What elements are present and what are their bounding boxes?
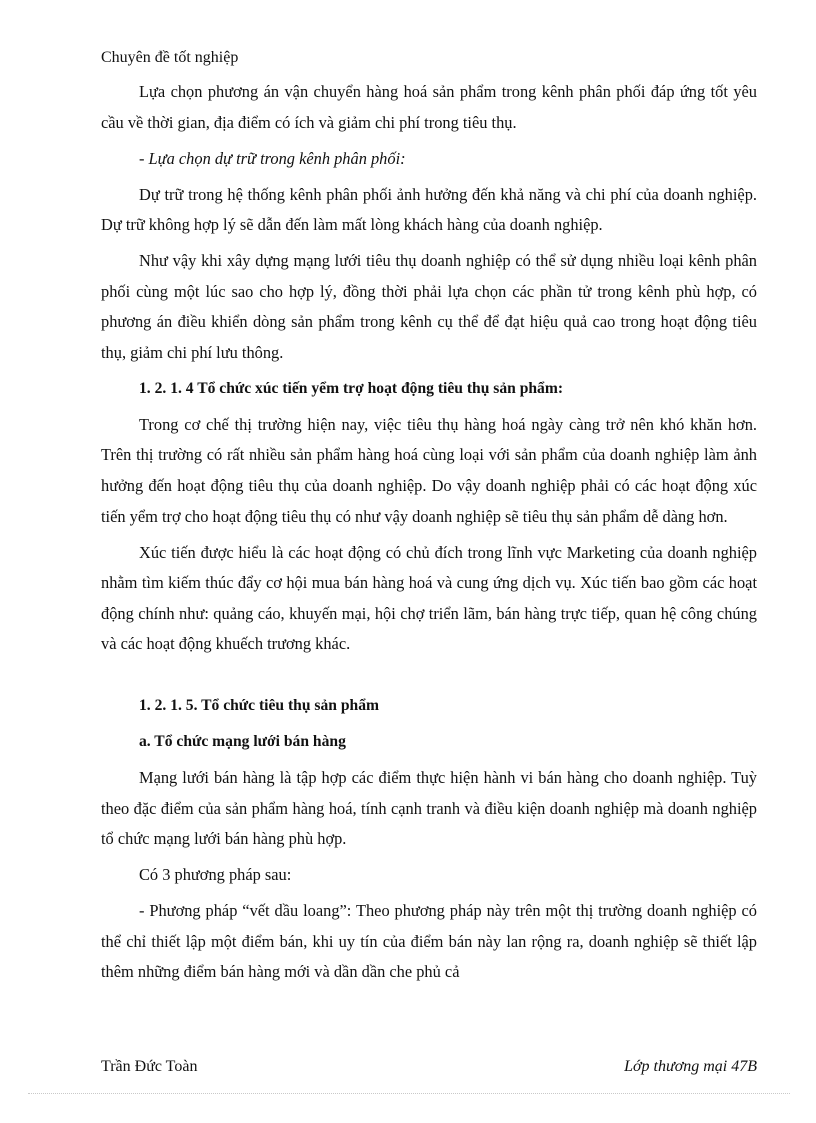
page-body — [101, 77, 757, 993]
section-heading-promotion: 1. 2. 1. 4 Tổ chức xúc tiến yểm trợ hoạt động tiêu thụ sản phẩm: — [139, 379, 564, 397]
footer-class: Lớp thương mại 47B — [624, 1058, 757, 1075]
paragraph-market-mechanism: Trong cơ chế thị trường hiện nay, việc tiêu thụ hàng hoá ngày càng trở nên khó khăn hơn. Trên thị trường có rất nhiều sản phẩm hàng hoá cùng loại với sản phẩm của doanh nghiệp làm ảnh hưởng đến hoạt động tiêu thụ của doanh nghiệp. Do vậy doanh nghiệp phải có các hoạt động xúc tiến yểm trợ cho hoạt động tiêu thụ có như vậy doanh nghiệp sẽ tiêu thụ sản phẩm dễ dàng hơn. — [101, 414, 757, 526]
subsection-heading-sales-network: a. Tổ chức mạng lưới bán hàng — [139, 733, 346, 751]
page-break-divider — [28, 1093, 790, 1094]
paragraph-inventory-heading: - Lựa chọn dự trữ trong kênh phân phối: — [139, 148, 406, 168]
paragraph-network-summary: Như vậy khi xây dựng mạng lưới tiêu thụ doanh nghiệp có thể sử dụng nhiều loại kênh phân phối cùng một lúc sao cho hợp lý, đồng thời phải lựa chọn các phần tử trong kênh phù hợp, có phương án điều khiển dòng sản phẩm trong kênh cụ thể để đạt hiệu quả cao trong hoạt động tiêu thụ, giảm chi phí lưu thông. — [101, 251, 757, 362]
paragraph-three-methods: Có 3 phương pháp sau: — [139, 865, 292, 885]
paragraph-promotion-definition: Xúc tiến được hiểu là các hoạt động có chủ đích trong lĩnh vực Marketing của doanh nghiệp nhằm tìm kiếm thúc đẩy cơ hội mua bán hàng hoá và cung ứng dịch vụ. Xúc tiến bao gồm các hoạt động chính như: quảng cáo, khuyến mại, hội chợ triển lãm, bán hàng trực tiếp, quan hệ công chúng và các hoạt động khuếch trương khác. — [101, 542, 757, 654]
paragraph-inventory: Dự trữ trong hệ thống kênh phân phối ảnh hưởng đến khả năng và chi phí của doanh nghiệp. Dự trữ không hợp lý sẽ dẫn đến làm mất lòng khách hàng của doanh nghiệp. — [101, 184, 757, 235]
paragraph-sales-network: Mạng lưới bán hàng là tập hợp các điểm thực hiện hành vi bán hàng cho doanh nghiệp. Tuỳ theo đặc điểm của sản phẩm hàng hoá, tính cạnh tranh và điều kiện doanh nghiệp mà doanh nghiệp tổ chức mạng lưới bán hàng phù hợp. — [101, 768, 757, 849]
footer-author: Trần Đức Toàn — [101, 1058, 198, 1075]
paragraph-transport: Lựa chọn phương án vận chuyển hàng hoá sản phẩm trong kênh phân phối đáp ứng tốt yêu cầu về thời gian, địa điểm có ích và giảm chi phí trong tiêu thụ. — [101, 82, 757, 132]
page-header: Chuyên đề tốt nghiệp — [101, 49, 239, 66]
paragraph-oil-stain-method: - Phương pháp “vết dầu loang”: Theo phương pháp này trên một thị trường doanh nghiệp có thể chỉ thiết lập một điểm bán, khi uy tín của điểm bán này lan rộng ra, doanh nghiệp sẽ thiết lập thêm những điểm bán hàng mới và dần dần che phủ cả — [101, 901, 757, 982]
section-heading-sales-organization: 1. 2. 1. 5. Tổ chức tiêu thụ sản phẩm — [139, 697, 379, 715]
